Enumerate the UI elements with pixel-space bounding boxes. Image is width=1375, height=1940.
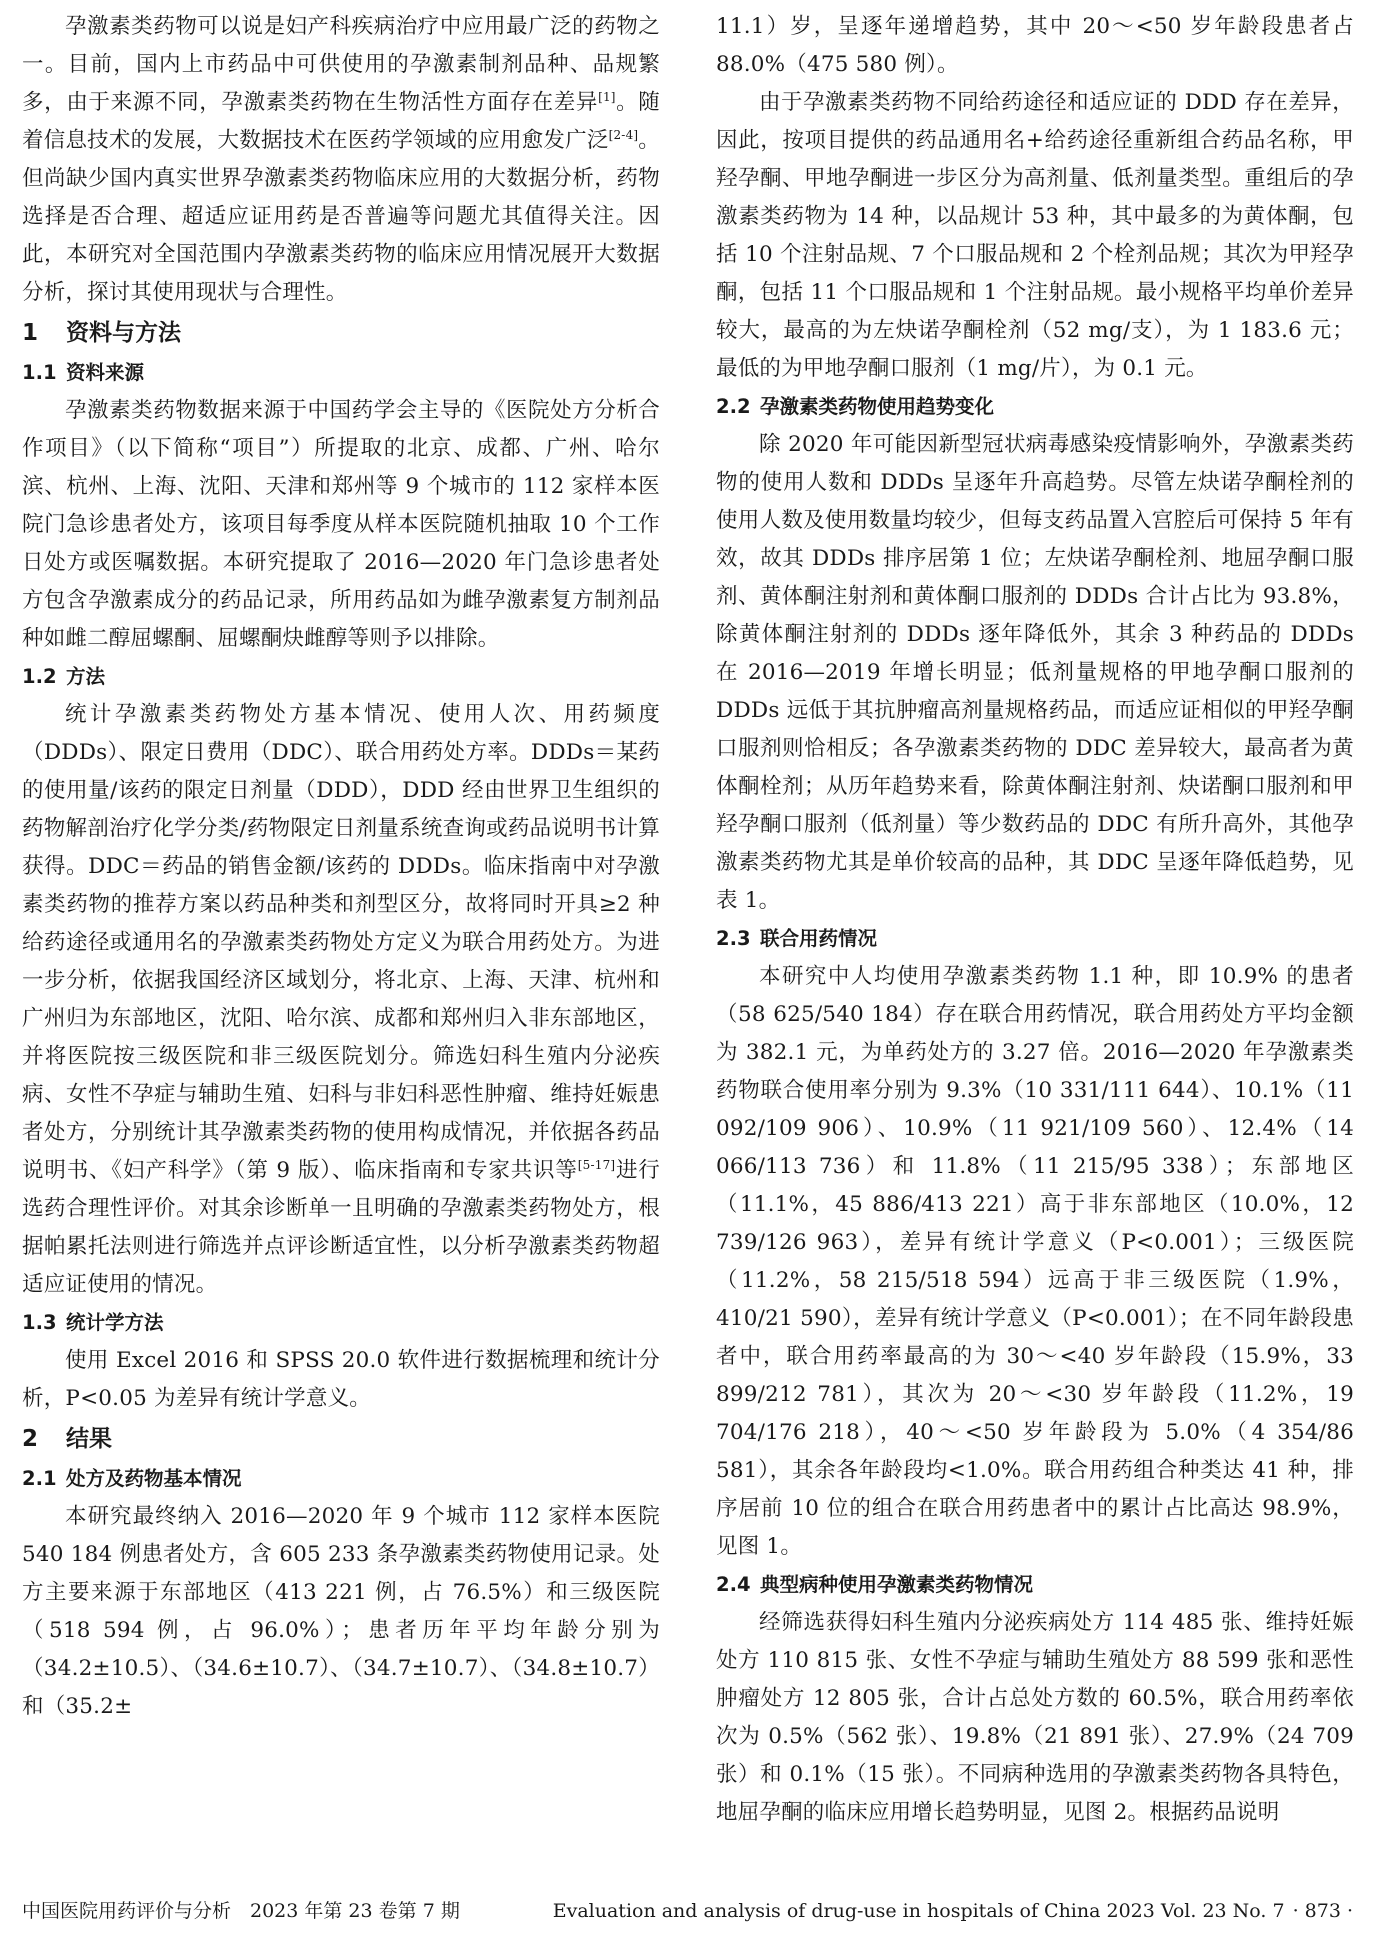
- citation-ref[interactable]: [5-17]: [577, 1157, 616, 1172]
- journal-name-en: Evaluation and analysis of drug-use in hospitals of China 2023 Vol. 23 No. 7 · 873 ·: [552, 1900, 1353, 1922]
- subsection-heading-2-2: 2.2 孕激素类药物使用趋势变化: [716, 395, 995, 418]
- trend-paragraph: 除 2020 年可能因新型冠状病毒感染疫情影响外，孕激素类药物的使用人数和 DDDs 呈逐年升高趋势。尽管左炔诺孕酮栓剂的使用人数及使用数量均较少，但每支药品置入宫腔后可保持 5 年有效，故其 DDDs 排序居第 1 位；左炔诺孕酮栓剂、地屈孕酮口服剂、黄体酮注射剂和黄体酮口服剂的 DDDs 合计占比为 93.8%，除黄体酮注射剂的 DDDs 逐年降低外，其余 3 种药品的 DDDs 在 2016—2019 年增长明显；低剂量规格的甲地孕酮口服剂的 DDDs 远低于其抗肿瘤高剂量规格药品，而适应证相似的甲羟孕酮口服剂则恰相反；各孕激素类药物的 DDC 差异较大，最高者为黄体酮栓剂；从历年趋势来看，除黄体酮注射剂、炔诺酮口服剂和甲羟孕酮口服剂（低剂量）等少数药品的 DDC 有所升高外，其他孕激素类药物尤其是单价较高的品种，其 DDC 呈逐年降低趋势，见表 1。: [716, 432, 1354, 913]
- basic-info-paragraph: 本研究最终纳入 2016—2020 年 9 个城市 112 家样本医院 540 184 例患者处方，含 605 233 条孕激素类药物使用记录。处方主要来源于东部地区（413 221 例，占 76.5%）和三级医院（518 594 例，占 96.0%）；患者历年平均年龄分别为（34.2±10.5）、（34.6±10.7）、（34.7±10.7）、（34.8±10.7）和（35.2±: [22, 1504, 660, 1719]
- intro-paragraph: 孕激素类药物可以说是妇产科疾病治疗中应用最广泛的药物之一。目前，国内上市药品中可供使用的孕激素制剂品种、品规繁多，由于来源不同，孕激素类药物在生物活性方面存在差异[1]。随着信息技术的发展，大数据技术在医药学领域的应用愈发广泛[2-4]。但尚缺少国内真实世界孕激素类药物临床应用的大数据分析，药物选择是否合理、超适应证用药是否普遍等问题尤其值得关注。因此，本研究对全国范围内孕激素类药物的临床应用情况展开大数据分析，探讨其使用现状与合理性。: [22, 14, 661, 305]
- citation-ref[interactable]: [2-4]: [608, 127, 639, 142]
- right-column: [716, 8, 1354, 1832]
- citation-ref[interactable]: [1]: [598, 89, 616, 104]
- methods-paragraph: 统计孕激素类药物处方基本情况、使用人次、用药频度（DDDs）、限定日费用（DDC）、联合用药处方率。DDDs＝某药的使用量/该药的限定日剂量（DDD），DDD 经由世界卫生组织的药物解剖治疗化学分类/药物限定日剂量系统查询或药品说明书计算获得。DDC＝药品的销售金额/该药的 DDDs。临床指南中对孕激素类药物的推荐方案以药品种类和剂型区分，故将同时开具≥2 种给药途径或通用名的孕激素类药物处方定义为联合用药处方。为进一步分析，依据我国经济区域划分，将北京、上海、天津、杭州和广州归为东部地区，沈阳、哈尔滨、成都和郑州归入非东部地区，并将医院按三级医院和非三级医院划分。筛选妇科生殖内分泌疾病、女性不孕症与辅助生殖、妇科与非妇科恶性肿瘤、维持妊娠患者处方，分别统计其孕激素类药物的使用构成情况，并依据各药品说明书、《妇产科学》（第 9 版）、临床指南和专家共识等[5-17]进行选药合理性评价。对其余诊断单一且明确的孕激素类药物处方，根据帕累托法则进行筛选并点评诊断适宜性，以分析孕激素类药物超适应证使用的情况。: [22, 702, 660, 1297]
- subsection-heading-2-4: 2.4 典型病种使用孕激素类药物情况: [716, 1573, 1034, 1596]
- statistics-paragraph: 使用 Excel 2016 和 SPSS 20.0 软件进行数据梳理和统计分析，P<0.05 为差异有统计学意义。: [22, 1348, 660, 1411]
- subsection-heading-1-1: 1.1 资料来源: [22, 361, 145, 384]
- journal-name-cn: 中国医院用药评价与分析 2023 年第 23 卷第 7 期: [22, 1900, 460, 1922]
- section-heading-2: 2 结果: [22, 1426, 112, 1452]
- left-column: [22, 8, 660, 1726]
- section-heading-1: 1 资料与方法: [22, 320, 181, 346]
- drug-regroup-paragraph: 由于孕激素类药物不同给药途径和适应证的 DDD 存在差异，因此，按项目提供的药品通用名+给药途径重新组合药品名称，甲羟孕酮、甲地孕酮进一步区分为高剂量、低剂量类型。重组后的孕激素类药物为 14 种，以品规计 53 种，其中最多的为黄体酮，包括 10 个注射品规、7 个口服品规和 2 个栓剂品规；其次为甲羟孕酮，包括 11 个口服品规和 1 个注射品规。最小规格平均单价差异较大，最高的为左炔诺孕酮栓剂（52 mg/支），为 1 183.6 元；最低的为甲地孕酮口服剂（1 mg/片），为 0.1 元。: [716, 90, 1354, 381]
- data-source-paragraph: 孕激素类药物数据来源于中国药学会主导的《医院处方分析合作项目》（以下简称“项目”）所提取的北京、成都、广州、哈尔滨、杭州、上海、沈阳、天津和郑州等 9 个城市的 112 家样本医院门急诊患者处方，该项目每季度从样本医院随机抽取 10 个工作日处方或医嘱数据。本研究提取了 2016—2020 年门急诊患者处方包含孕激素成分的药品记录，所用药品如为雌孕激素复方制剂品种如雌二醇屈螺酮、屈螺酮炔雌醇等则予以排除。: [22, 398, 660, 651]
- basic-info-continued: 11.1）岁，呈逐年递增趋势，其中 20～<50 岁年龄段患者占 88.0%（475 580 例）。: [716, 14, 1354, 77]
- page-number: · 873 ·: [1292, 1900, 1353, 1922]
- subsection-heading-1-2: 1.2 方法: [22, 665, 106, 688]
- disease-usage-paragraph: 经筛选获得妇科生殖内分泌疾病处方 114 485 张、维持妊娠处方 110 815 张、女性不孕症与辅助生殖处方 88 599 张和恶性肿瘤处方 12 805 张，合计占总处方数的 60.5%，联合用药率依次为 0.5%（562 张）、19.8%（21 891 张）、27.9%（24 709 张）和 0.1%（15 张）。不同病种选用的孕激素类药物各具特色，地屈孕酮的临床应用增长趋势明显，见图 2。根据药品说明: [716, 1610, 1354, 1825]
- subsection-heading-2-3: 2.3 联合用药情况: [716, 927, 878, 950]
- page-footer: [22, 1896, 1353, 1926]
- subsection-heading-2-1: 2.1 处方及药物基本情况: [22, 1467, 242, 1490]
- subsection-heading-1-3: 1.3 统计学方法: [22, 1311, 164, 1334]
- combination-paragraph: 本研究中人均使用孕激素类药物 1.1 种，即 10.9% 的患者（58 625/540 184）存在联合用药情况，联合用药处方平均金额为 382.1 元，为单药处方的 3.27 倍。2016—2020 年孕激素类药物联合使用率分别为 9.3%（10 331/111 644）、10.1%（11 092/109 906）、10.9%（11 921/109 560）、12.4%（14 066/113 736）和 11.8%（11 215/95 338）；东部地区（11.1%，45 886/413 221）高于非东部地区（10.0%，12 739/126 963），差异有统计学意义（P<0.001）；三级医院（11.2%，58 215/518 594）远高于非三级医院（1.9%，410/21 590），差异有统计学意义（P<0.001）；在不同年龄段患者中，联合用药率最高的为 30～<40 岁年龄段（15.9%，33 899/212 781），其次为 20～<30 岁年龄段（11.2%，19 704/176 218），40～<50 岁年龄段为 5.0%（4 354/86 581），其余各年龄段均<1.0%。联合用药组合种类达 41 种，排序居前 10 位的组合在联合用药患者中的累计占比高达 98.9%，见图 1。: [716, 964, 1354, 1559]
